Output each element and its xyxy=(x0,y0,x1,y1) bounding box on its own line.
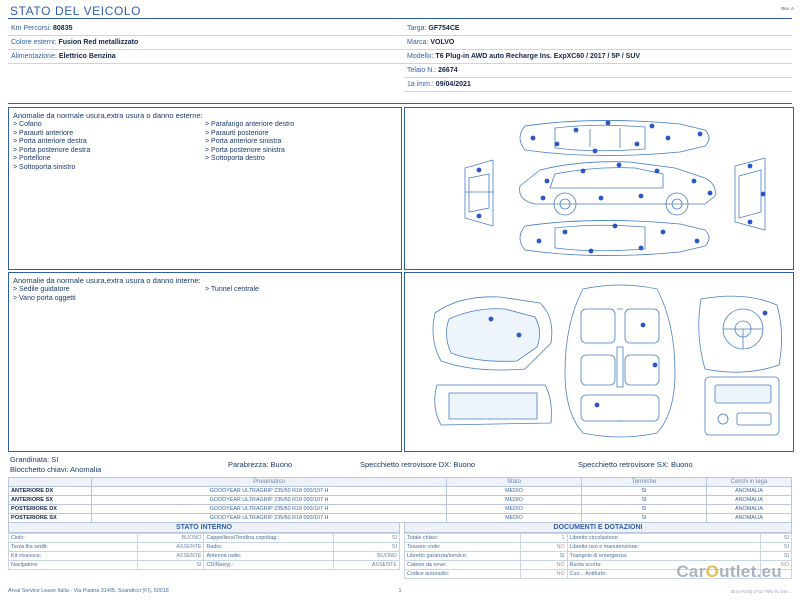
km-label: Km Percorsi: xyxy=(11,25,52,32)
cell-value: ASSENTE xyxy=(333,561,400,570)
external-damage-panel xyxy=(8,107,402,270)
list-item: > Porta anteriore sinistra xyxy=(205,138,282,146)
registration-value: 09/04/2021 xyxy=(435,81,471,88)
cell-tyre: GOODYEAR ULTRAGRIP 235/60 R18 000/107 H xyxy=(92,514,447,523)
data-row-km xyxy=(8,22,404,36)
col-state: Stato xyxy=(447,478,582,487)
exterior-damage-diagram xyxy=(404,107,794,270)
registration-label: 1a imm.: xyxy=(407,81,434,88)
vehicle-data-right xyxy=(404,22,792,92)
grandinata-info: Grandinata: SI xyxy=(10,455,59,464)
cell-key: Catene da neve: xyxy=(405,561,521,570)
table-row xyxy=(9,534,400,543)
watermark: CarOutlet.eu xyxy=(676,562,782,581)
model-value: T6 Plug-in AWD auto Recharge Ins. ExpXC60 / 2017 / 5P / SUV xyxy=(435,53,641,60)
footer-page-number: 1 xyxy=(398,588,402,594)
cell-rims: ANOMALIA xyxy=(707,487,792,496)
cell-key: Libretto circolazione: xyxy=(567,534,761,543)
cell-thermal: SI xyxy=(582,505,707,514)
col-position xyxy=(9,478,92,487)
internal-damage-panel xyxy=(8,272,402,452)
data-row-fuel xyxy=(8,50,404,64)
list-item: > Tunnel centrale xyxy=(205,286,259,293)
cell-value: ASSENTE xyxy=(138,552,204,561)
specchietto-dx-info: Specchietto retrovisore DX: Buono xyxy=(360,460,476,469)
plate-label: Targa: xyxy=(407,25,427,32)
data-row-chassis xyxy=(404,64,792,78)
cell-key: Kit vivavoce: xyxy=(9,552,138,561)
table-header-row xyxy=(9,478,792,487)
cell-key: Libretto garanzia/service: xyxy=(405,552,521,561)
color-label: Colore esterni: xyxy=(11,39,57,46)
chassis-label: Telaio N.: xyxy=(407,67,437,74)
km-value: 80835 xyxy=(53,25,73,32)
parabrezza-info: Parabrezza: Buono xyxy=(228,460,293,469)
cell-position: ANTERIORE SX xyxy=(9,496,92,505)
cell-tyre: GOODYEAR ULTRAGRIP 235/60 R18 000/107 H xyxy=(92,496,447,505)
table-row xyxy=(9,496,792,505)
title-divider xyxy=(8,18,792,19)
cell-tyre: GOODYEAR ULTRAGRIP 235/60 R18 000/107 H xyxy=(92,487,447,496)
interior-state-title: STATO INTERNO xyxy=(8,522,400,533)
table-row xyxy=(9,552,400,561)
internal-damage-list-left xyxy=(13,286,205,303)
data-row-registration xyxy=(404,78,792,92)
cell-value: BUONO xyxy=(138,534,204,543)
interior-state-section xyxy=(8,522,400,570)
internal-damage-list-right xyxy=(205,286,397,303)
col-thermal: Termiche xyxy=(582,478,707,487)
cell-state: MEDIO xyxy=(447,496,582,505)
cell-rims: ANOMALIA xyxy=(707,505,792,514)
cell-thermal: SI xyxy=(582,496,707,505)
vehicle-data-left xyxy=(8,22,404,64)
cell-key: Radio: xyxy=(204,543,333,552)
cell-key: Totale chiavi: xyxy=(405,534,521,543)
table-row xyxy=(9,487,792,496)
col-rims: Cerchi in lega xyxy=(707,478,792,487)
blocchetto-chiavi-info: Blocchetto chiavi: Anomalia xyxy=(10,465,102,474)
internal-damage-heading: Anomalie da normale usura,extra usura o danno interne: xyxy=(13,276,201,285)
list-item: > Porta posteriore sinistra xyxy=(205,146,285,154)
cell-key: CD/Naviyj.: xyxy=(204,561,333,570)
cell-value: SI xyxy=(333,543,400,552)
tyre-table xyxy=(8,477,792,523)
data-row-brand xyxy=(404,36,792,50)
fuel-value: Elettrico Benzina xyxy=(58,53,116,60)
external-damage-list-left xyxy=(13,121,205,173)
cell-value: SI xyxy=(333,534,400,543)
cell-key: Triangolo di emergenza: xyxy=(567,552,761,561)
list-item: > Porta anteriore destra xyxy=(13,138,87,146)
exterior-vehicle-schematic xyxy=(405,108,791,267)
cell-position: POSTERIORE DX xyxy=(9,505,92,514)
cell-key: Navigatore: xyxy=(9,561,138,570)
specchietto-sx-info: Specchietto retrovisore SX: Buono xyxy=(578,460,693,469)
interior-damage-diagram xyxy=(404,272,794,452)
external-damage-list-right xyxy=(205,121,397,173)
interior-state-table xyxy=(8,533,400,570)
cell-value: NO xyxy=(521,561,567,570)
list-item: > Sottoporta destro xyxy=(205,155,265,163)
table-row xyxy=(405,543,792,552)
page-title: STATO DEL VEICOLO xyxy=(10,4,142,18)
cell-key: Cuo... Antifurto: xyxy=(567,570,761,579)
cell-value: 1 xyxy=(521,534,567,543)
cell-value: SI xyxy=(521,552,567,561)
data-row-plate xyxy=(404,22,792,36)
table-row xyxy=(405,552,792,561)
data-row-color xyxy=(8,36,404,50)
list-item: > Sedile guidatore xyxy=(13,286,70,293)
cell-value: SI xyxy=(761,534,792,543)
cell-tyre: GOODYEAR ULTRAGRIP 235/60 R18 000/107 H xyxy=(92,505,447,514)
plate-value: GF754CE xyxy=(428,25,460,32)
brand-label: Marca: xyxy=(407,39,429,46)
cell-key: Antenna radio: xyxy=(204,552,333,561)
cell-key: Cielo: xyxy=(9,534,138,543)
section-divider-top xyxy=(8,103,792,104)
list-item: > Paraurti anteriore xyxy=(13,129,74,137)
cell-key: Libretto uso e manutenzione: xyxy=(567,543,761,552)
cell-state: MEDIO xyxy=(447,505,582,514)
list-item: > Cofano xyxy=(13,121,42,128)
cell-value: NO xyxy=(761,561,792,570)
footer-left: Arval Service Lease Italia - Via Pisana 314/B, Scandicci (FI), 50018 xyxy=(8,588,169,594)
list-item: > Sottoporta sinistro xyxy=(13,163,76,171)
color-value: Fusion Red metallizzato xyxy=(58,39,139,46)
cell-rims: ANOMALIA xyxy=(707,514,792,523)
cell-thermal: SI xyxy=(582,487,707,496)
list-item: > Paraurti posteriore xyxy=(205,129,269,137)
cell-key: Cappelliera/Tendina copribag.: xyxy=(204,534,333,543)
cell-key: Codice autoradio: xyxy=(405,570,521,579)
brand-value: VOLVO xyxy=(430,39,455,46)
data-row-model xyxy=(404,50,792,64)
documents-title: DOCUMENTI E DOTAZIONI xyxy=(404,522,792,533)
cell-key: Tessere code: xyxy=(405,543,521,552)
table-row xyxy=(9,561,400,570)
table-row xyxy=(9,543,400,552)
cell-value: BUONO xyxy=(333,552,400,561)
cell-state: MEDIO xyxy=(447,487,582,496)
external-damage-heading: Anomalie da normale usura,extra usura o danno esterne: xyxy=(13,111,203,120)
cell-value: ASSENTE xyxy=(138,543,204,552)
cell-key: Ruota scorta: xyxy=(567,561,761,570)
footer-document-id: ID to-F2vQ-2?uz-?5fL-0c-24t-... xyxy=(730,589,792,594)
cell-thermal: SI xyxy=(582,514,707,523)
cell-position: POSTERIORE SX xyxy=(9,514,92,523)
table-row xyxy=(9,505,792,514)
cell-value: NO xyxy=(521,543,567,552)
list-item: > Parafango anteriore destro xyxy=(205,121,295,128)
revision-label: Rev. A xyxy=(781,6,794,11)
cell-value: SI xyxy=(761,552,792,561)
cell-value: SI xyxy=(138,561,204,570)
fuel-label: Alimentazione: xyxy=(11,53,57,60)
cell-key: Terza fila sedili: xyxy=(9,543,138,552)
table-row xyxy=(405,534,792,543)
cell-state: MEDIO xyxy=(447,514,582,523)
list-item: > Vano porta oggetti xyxy=(13,294,76,302)
cell-position: ANTERIORE DX xyxy=(9,487,92,496)
chassis-value: 26674 xyxy=(438,67,458,74)
cell-rims: ANOMALIA xyxy=(707,496,792,505)
cell-value: SI xyxy=(761,543,792,552)
list-item: > Portellone xyxy=(13,155,51,163)
col-tyre: Pneumatico xyxy=(92,478,447,487)
cell-value: NO xyxy=(521,570,567,579)
model-label: Modello: xyxy=(407,53,434,60)
list-item: > Porta posteriore destra xyxy=(13,146,91,154)
interior-vehicle-schematic xyxy=(405,273,791,449)
